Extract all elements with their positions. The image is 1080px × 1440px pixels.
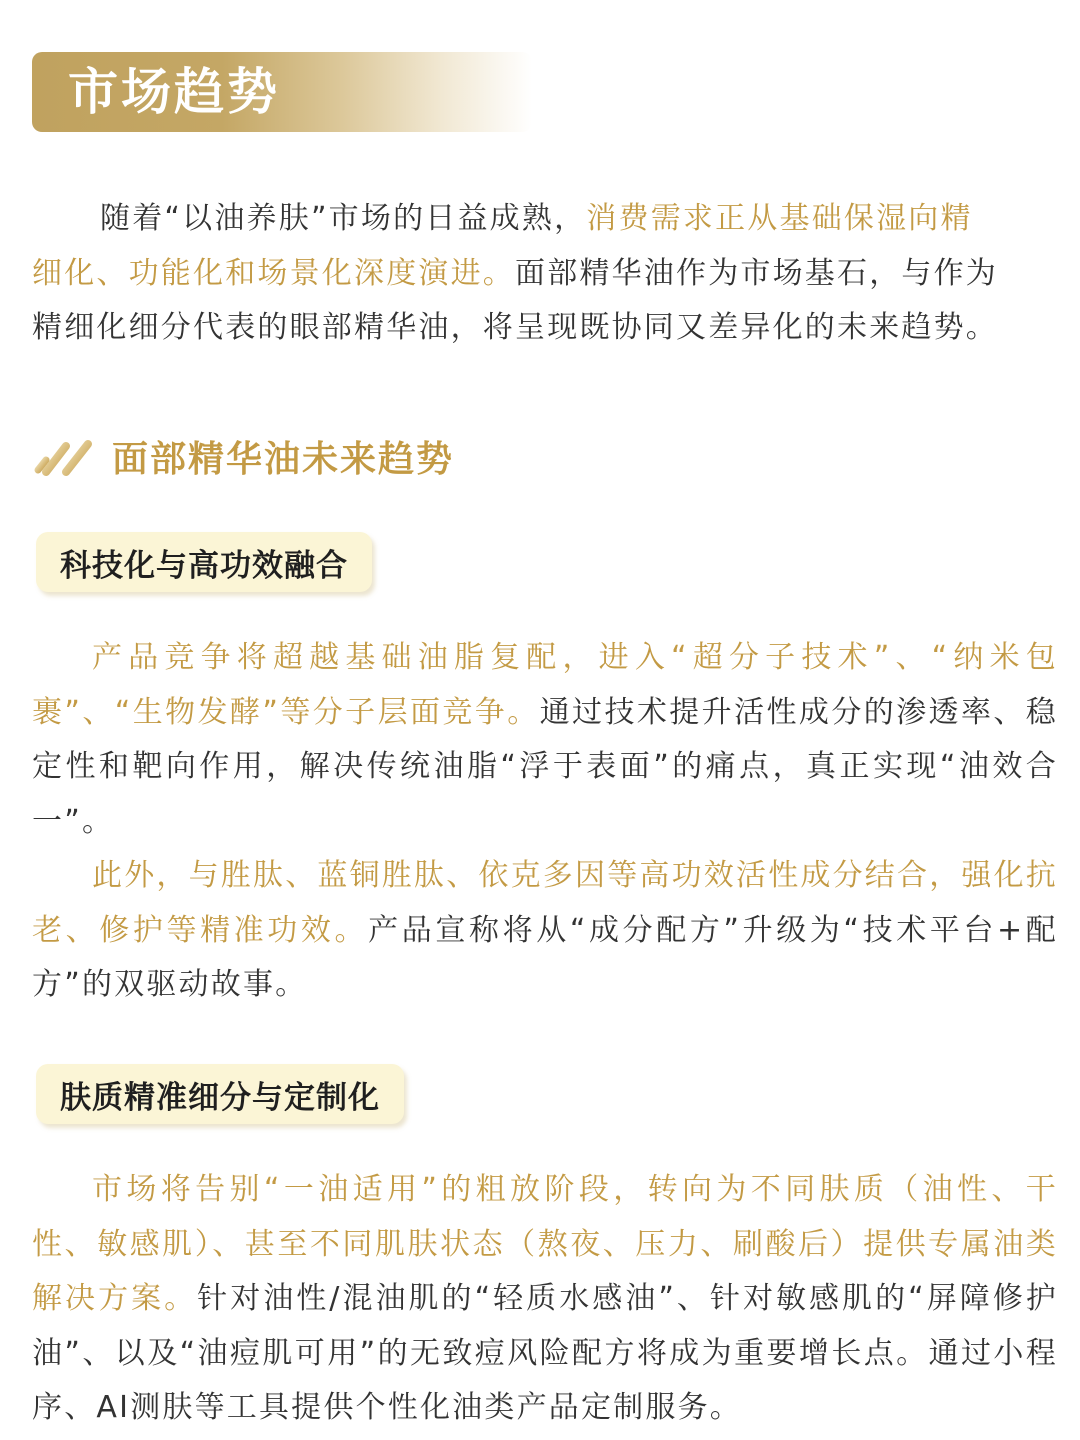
highlight-text: 产品竞争将超越基础油脂复配，进入“超分子技术”、“纳米包裹”、“生物发酵”等分子层面竞争。	[32, 640, 1058, 730]
intro-text: 面部精华油作为市场基石，与作为	[515, 255, 998, 291]
section-banner	[32, 52, 532, 132]
body-text: 产品宣称将从“成分配方”升级为“技术平台+配方”的双驱动故事。	[32, 912, 1058, 1002]
trend-2-paragraph-1	[32, 1163, 1058, 1436]
body-text: 通过技术提升活性成分的渗透率、稳定性和靶向作用，解决传统油脂“浮于表面”的痛点，真正实现“油效合一”。	[32, 694, 1058, 839]
trend-2-body	[32, 1163, 1058, 1436]
intro-line-1	[32, 192, 1058, 247]
sub-heading	[32, 428, 454, 484]
trend-1-body	[32, 631, 1058, 1013]
intro-highlight: 消费需求正从基础保湿向精	[586, 201, 973, 236]
intro-line-2	[32, 247, 1058, 302]
trend-1-paragraph-2	[32, 849, 1058, 1013]
intro-highlight: 细化、功能化和场景化深度演进。	[32, 255, 515, 291]
trend-1-title: 科技化与高功效融合	[36, 532, 372, 592]
intro-line-3	[32, 301, 1058, 356]
highlight-text: 市场将告别“一油适用”的粗放阶段，转向为不同肤质（油性、干性、敏感肌）、甚至不同肌肤状态（熬夜、压力、刷酸后）提供专属油类解决方案。	[32, 1172, 1058, 1316]
trend-1-paragraph-1	[32, 631, 1058, 849]
sub-heading-title: 面部精华油未来趋势	[112, 438, 455, 480]
highlight-text: 此外，与胜肽、蓝铜胜肽、依克多因等高功效活性成分结合，强化抗老、修护等精准功效。	[32, 858, 1058, 948]
intro-text: 随着“以油养肤”市场的日益成熟，	[100, 201, 587, 236]
double-slash-icon	[32, 434, 98, 478]
intro-text: 精细化细分代表的眼部精华油，将呈现既协同又差异化的未来趋势。	[32, 310, 998, 345]
banner-title: 市场趋势	[68, 63, 280, 121]
body-text: 针对油性/混油肌的“轻质水感油”、针对敏感肌的“屏障修护油”、以及“油痘肌可用”的无致痘风险配方将成为重要增长点。通过小程序、AI测肤等工具提供个性化油类产品定制服务。	[32, 1281, 1058, 1425]
intro-paragraph	[32, 192, 1058, 356]
trend-2-title: 肤质精准细分与定制化	[36, 1064, 404, 1124]
